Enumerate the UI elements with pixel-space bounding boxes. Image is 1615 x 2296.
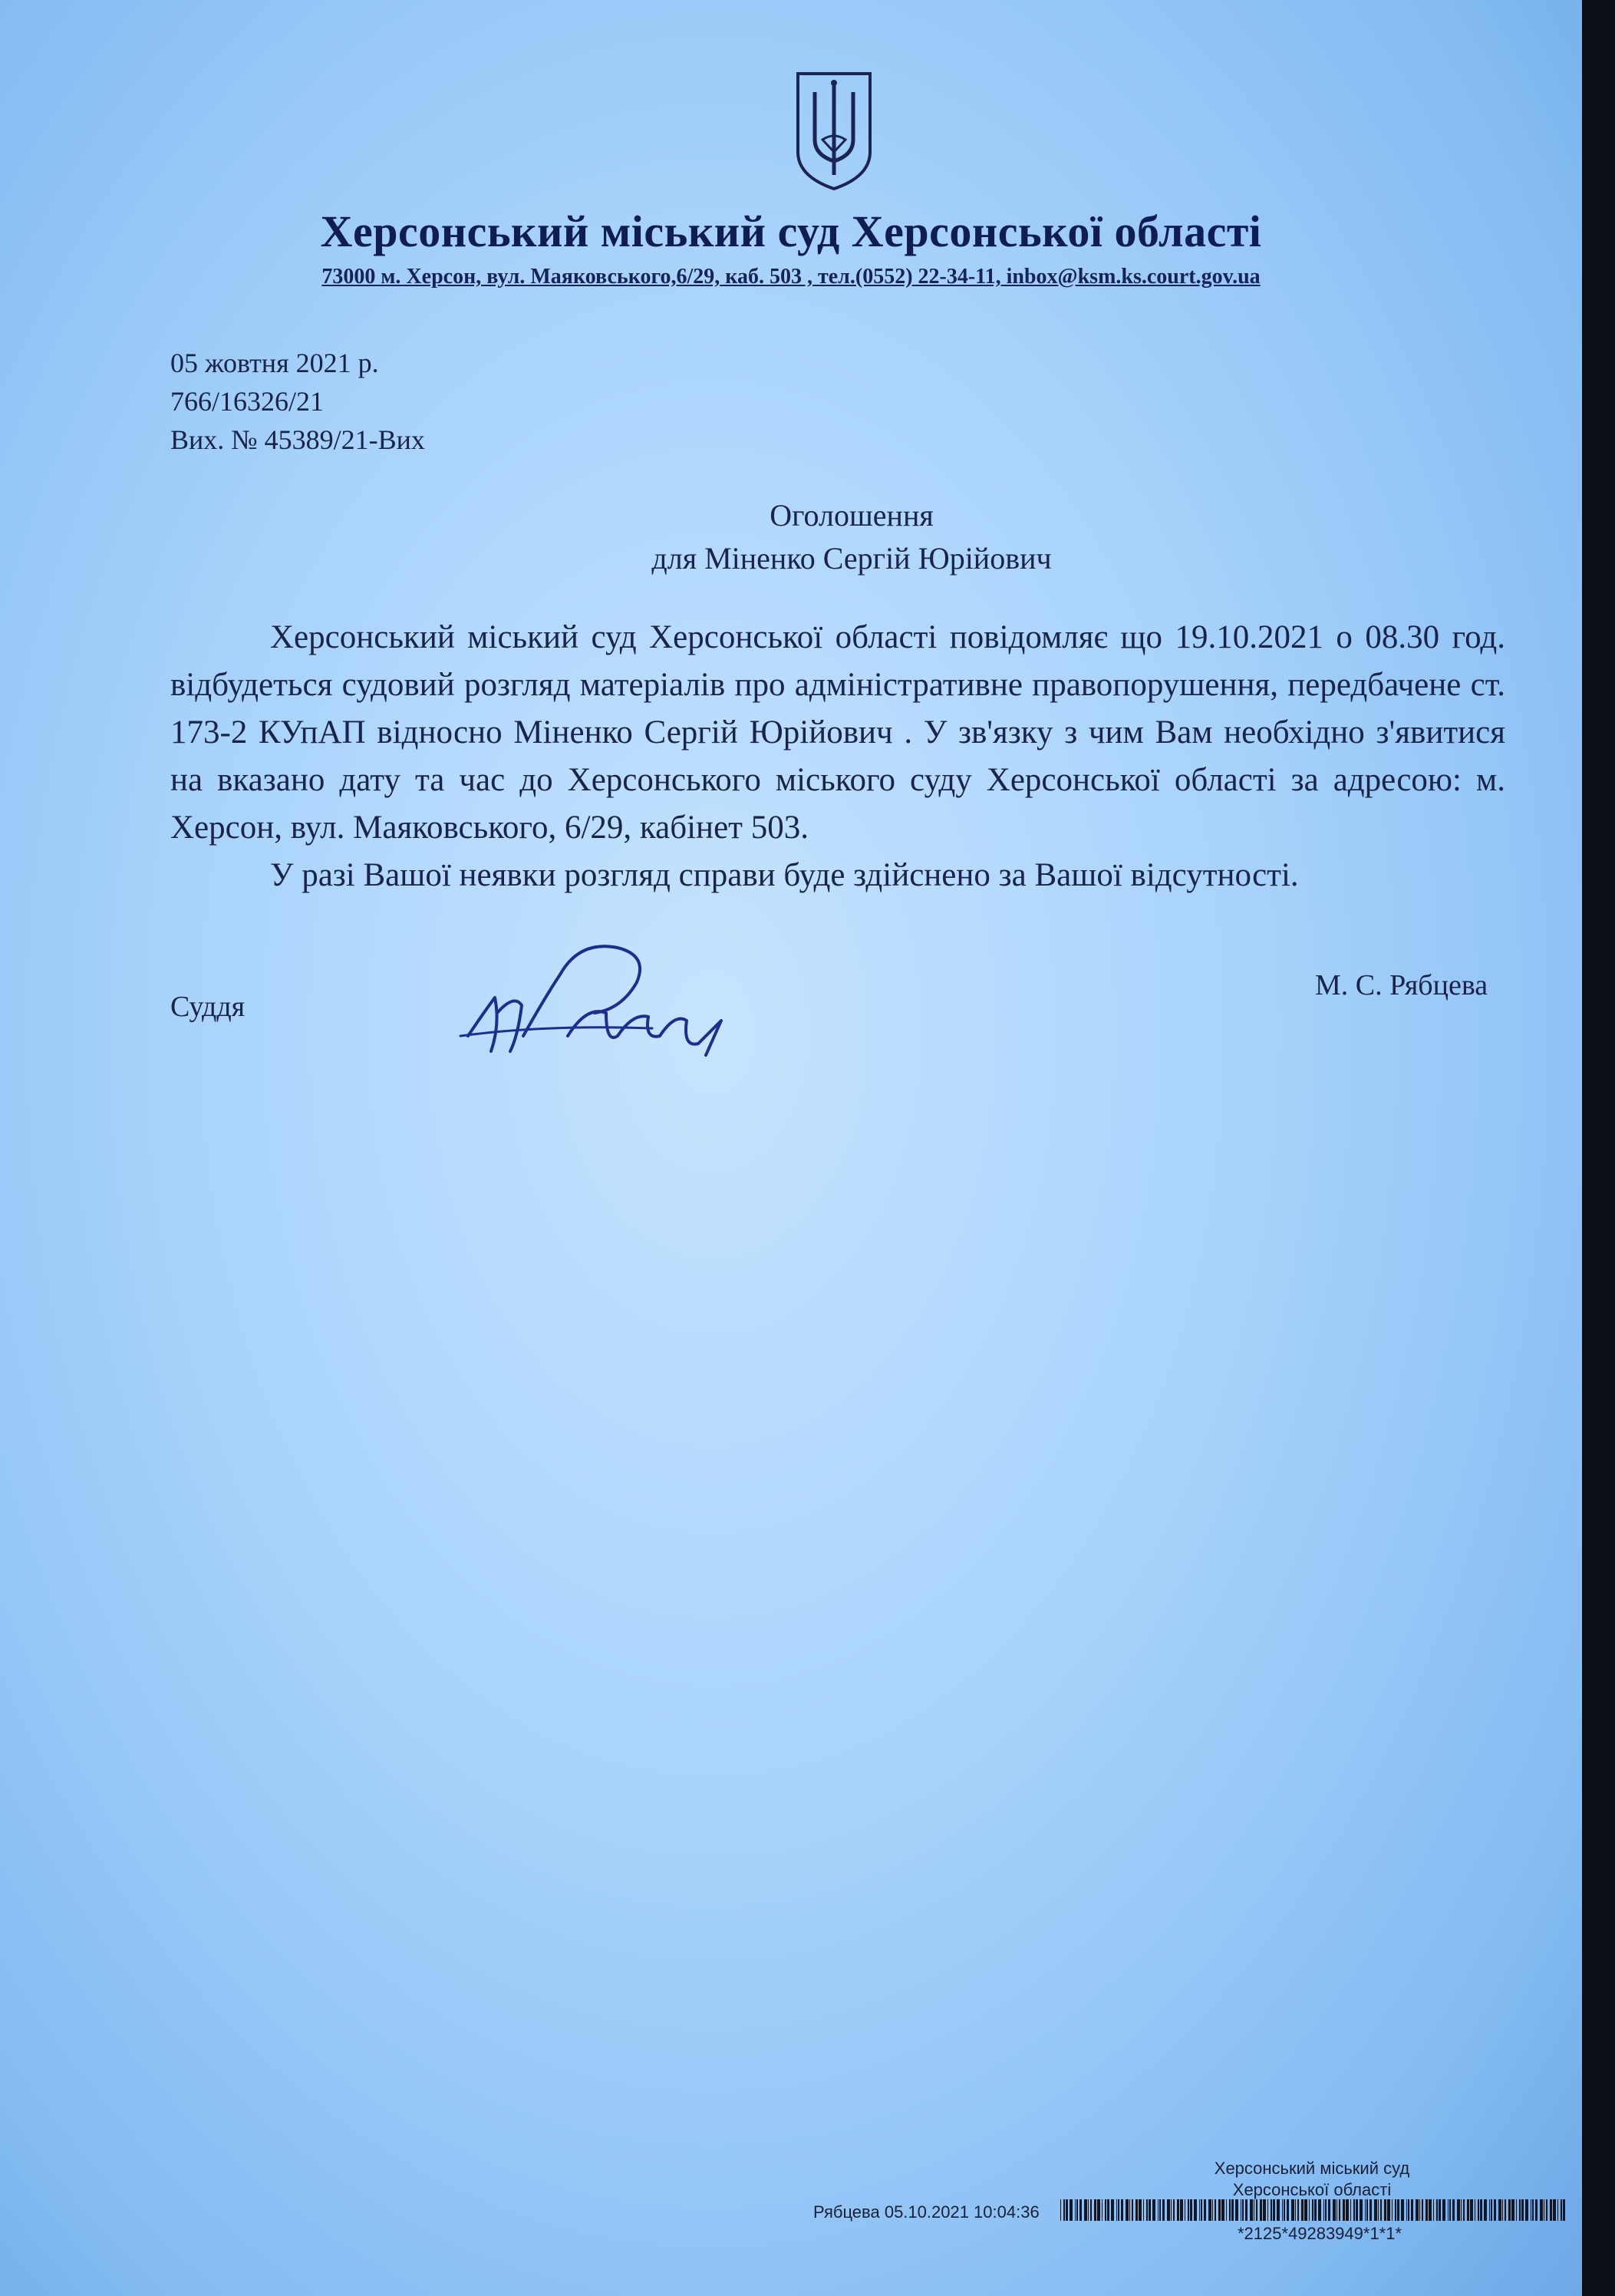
signer-role: Суддя bbox=[170, 991, 246, 1023]
barcode-icon bbox=[1060, 2199, 1567, 2221]
e-stamp-organization bbox=[1135, 2158, 1488, 2201]
e-stamp-org-line: Херсонський міський суд bbox=[1214, 2159, 1410, 2178]
case-number: 766/16326/21 bbox=[170, 386, 325, 417]
barcode-text: *2125*49283949*1*1* bbox=[1237, 2224, 1402, 2243]
outgoing-number: Вих. № 45389/21-Вих bbox=[170, 424, 425, 455]
trident-emblem-icon bbox=[792, 69, 876, 192]
notice-paragraph: У разі Вашої неявки розгляд справи буде здійснено за Вашої відсутності. bbox=[270, 857, 1299, 893]
court-address: 73000 м. Херсон, вул. Маяковського,6/29, каб. 503 , тел.(0552) 22-34-11, inbox@ksm.ks.court.gov.ua bbox=[321, 265, 1261, 289]
document-date: 05 жовтня 2021 р. bbox=[170, 348, 379, 378]
handwritten-signature bbox=[453, 921, 760, 1074]
notice-title: Оголошення bbox=[770, 498, 934, 533]
e-stamp-signer-datetime: Рябцева 05.10.2021 10:04:36 bbox=[813, 2202, 1040, 2222]
notice-paragraph: Херсонський міський суд Херсонської області повідомляє що 19.10.2021 о 08.30 год. відбудеться судовий розгляд матеріалів про адміністративне правопорушення, передбачене ст. 173-2 КУпАП відносно Міненко Сергій Юрійович . У зв'язку з чим Вам необхідно з'явитися на вказано дату та час до Херсонського міського суду Херсонської області за адресою: м. Херсон, вул. Маяковського, 6/29, кабінет 503. bbox=[170, 619, 1505, 846]
e-stamp-org-line: Херсонської області bbox=[1232, 2180, 1392, 2199]
notice-body bbox=[170, 614, 1505, 899]
court-name: Херсонський міський суд Херсонської області bbox=[320, 206, 1262, 256]
notice-recipient: для Міненко Сергій Юрійович bbox=[651, 541, 1052, 576]
document-meta bbox=[170, 344, 425, 459]
signer-name: М. С. Рябцева bbox=[1315, 969, 1488, 1001]
